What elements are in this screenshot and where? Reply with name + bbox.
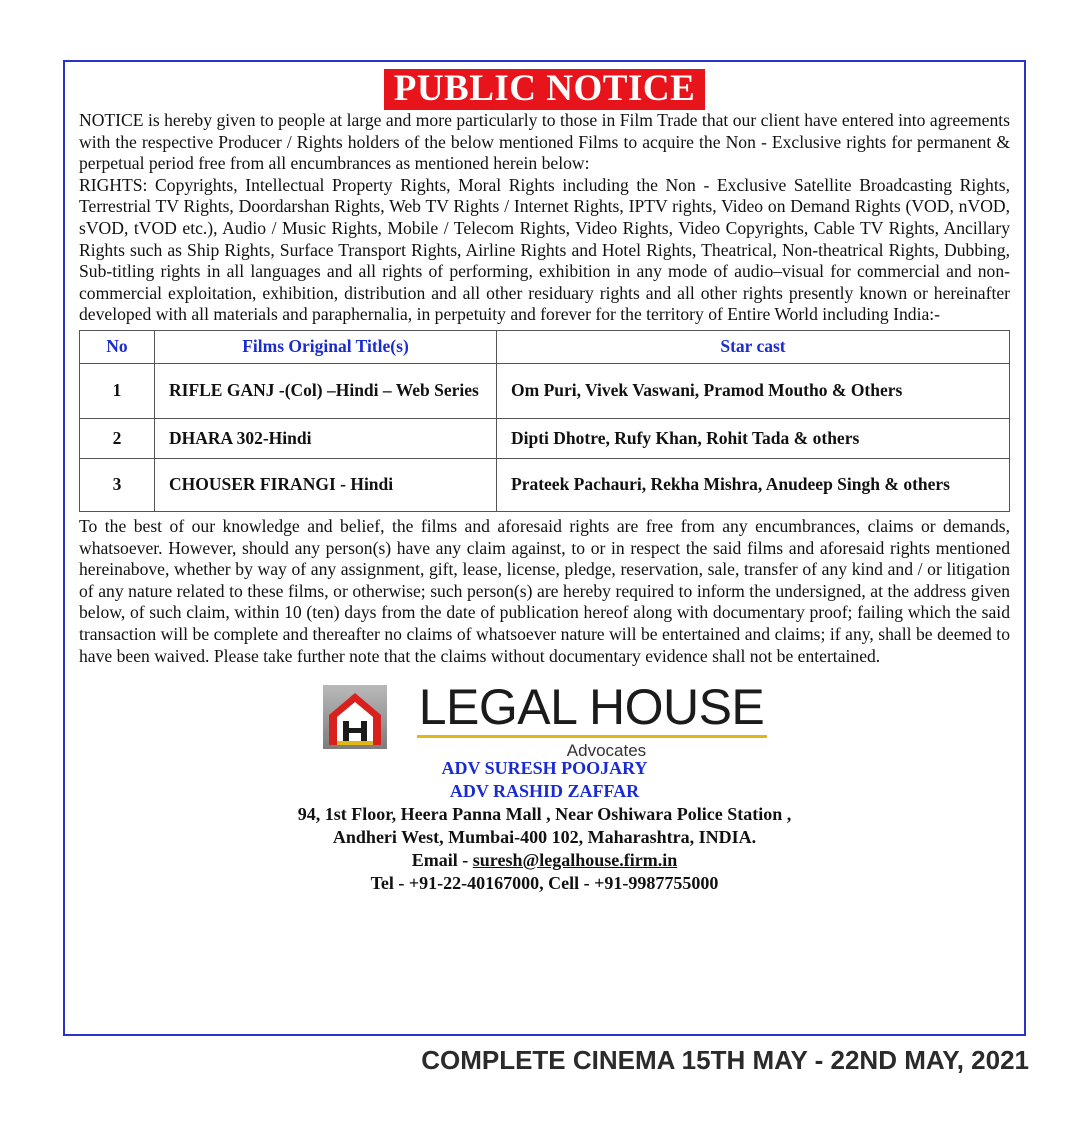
header-cast: Star cast: [497, 330, 1010, 363]
email-line: [79, 849, 1010, 872]
films-table: [79, 330, 1010, 512]
table-row: [80, 363, 1010, 418]
table-header-row: [80, 330, 1010, 363]
header-title: Films Original Title(s): [155, 330, 497, 363]
header-no: No: [80, 330, 155, 363]
row-no: 1: [80, 363, 155, 418]
advocate-name-2: ADV RASHID ZAFFAR: [449, 781, 640, 802]
row-no: 3: [80, 458, 155, 511]
firm-logo: [79, 679, 1010, 761]
notice-title: PUBLIC NOTICE: [384, 69, 706, 110]
logo-name: LEGAL HOUSE: [418, 679, 765, 736]
row-cast: Om Puri, Vivek Vaswani, Pramod Moutho & Others: [497, 363, 1010, 418]
address-line-2: Andheri West, Mumbai-400 102, Maharashtra, INDIA.: [332, 827, 757, 848]
row-title: DHARA 302-Hindi: [155, 418, 497, 458]
house-logo-icon: [323, 685, 387, 749]
address-line-1: 94, 1st Floor, Heera Panna Mall , Near Oshiwara Police Station ,: [297, 804, 792, 825]
advocate-name-1: ADV SURESH POOJARY: [441, 758, 648, 779]
logo-text: [417, 681, 767, 761]
title-wrap: [79, 69, 1010, 110]
publication-footer: COMPLETE CINEMA 15TH MAY - 22ND MAY, 2021: [421, 1045, 1029, 1075]
row-title: RIFLE GANJ -(Col) –Hindi – Web Series: [155, 363, 497, 418]
email-link[interactable]: suresh@legalhouse.firm.in: [472, 850, 678, 871]
table-row: [80, 418, 1010, 458]
logo-subtitle: Advocates: [566, 741, 647, 761]
email-label: Email -: [411, 850, 473, 871]
row-cast: Prateek Pachauri, Rekha Mishra, Anudeep Singh & others: [497, 458, 1010, 511]
table-row: [80, 458, 1010, 511]
intro-paragraph: NOTICE is hereby given to people at large and more particularly to those in Film Trade that our client have entered into agreements with the respective Producer / Rights holders of the below mentioned Films to acquire the Non - Exclusive rights for permanent & perpetual period free from all encumbrances as mentioned herein below:: [79, 110, 1010, 174]
logo-underline: [417, 735, 767, 738]
phone-line: Tel - +91-22-40167000, Cell - +91-9987755000: [370, 873, 719, 894]
closing-paragraph: To the best of our knowledge and belief, the films and aforesaid rights are free from any encumbrances, claims or demands, whatsoever. However, should any person(s) have any claim against, to or in respect the said films and aforesaid rights mentioned hereinabove, whether by way of any assignment, gift, lease, license, pledge, reservation, sale, transfer of any kind and / or litigation of any nature related to these films, or otherwise; such person(s) are hereby required to inform the undersigned, at the address given below, of such claim, within 10 (ten) days from the date of publication hereof along with documentary proof; failing which the said transaction will be complete and thereafter no claims of whatsoever nature will be entertained and claims; if any, shall be deemed to have been waived. Please take further note that the claims without documentary evidence shall not be entertained.: [79, 515, 1010, 666]
rights-paragraph: RIGHTS: Copyrights, Intellectual Property Rights, Moral Rights including the Non - Exclusive Satellite Broadcasting Rights, Terrestrial TV Rights, Doordarshan Rights, Web TV Rights / Internet Rights, IPTV rights, Video on Demand Rights (VOD, nVOD, sVOD, tVOD etc.), Audio / Music Rights, Mobile / Telecom Rights, Video Rights, Video Copyrights, Cable TV Rights, Ancillary Rights such as Ship Rights, Surface Transport Rights, Airline Rights and Hotel Rights, Theatrical, Non-theatrical Rights, Dubbing, Sub-titling rights in all languages and all rights of performing, exhibition in any mode of audio–visual for commercial and non-commercial exploitation, exhibition, distribution and all other residuary rights and all other rights presently known or hereinafter developed with all materials and paraphernalia, in perpetuity and forever for the territory of Entire World including India:-: [79, 174, 1010, 325]
row-title: CHOUSER FIRANGI - Hindi: [155, 458, 497, 511]
row-no: 2: [80, 418, 155, 458]
public-notice-box: [63, 60, 1026, 1036]
row-cast: Dipti Dhotre, Rufy Khan, Rohit Tada & others: [497, 418, 1010, 458]
